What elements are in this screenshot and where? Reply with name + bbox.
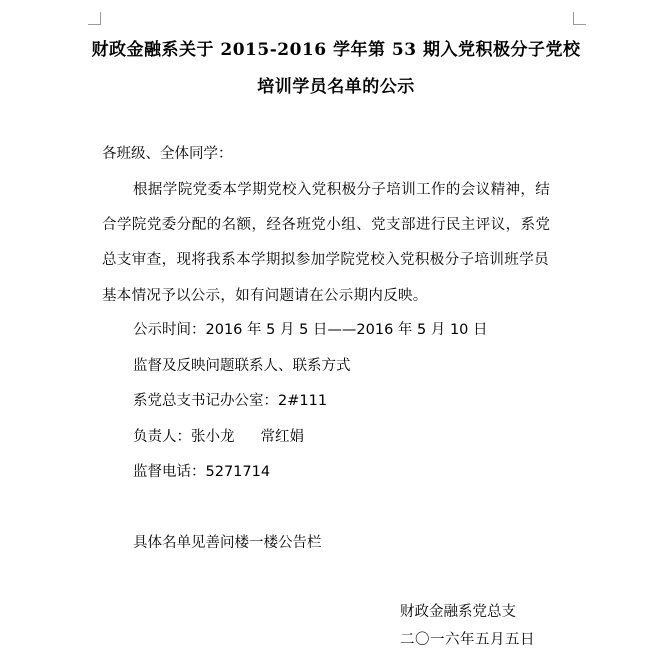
list-location-notice: 具体名单见善问楼一楼公告栏	[133, 535, 322, 551]
publicity-time: 公示时间：2016 年 5 月 5 日——2016 年 5 月 10 日	[133, 322, 488, 338]
office-location: 系党总支书记办公室：2#111	[133, 393, 328, 409]
body-line-2: 合学院党委分配的名额，经各班党小组、党支部进行民主评议，系党	[102, 217, 551, 233]
responsible-person-1: 负责人：张小龙	[133, 429, 235, 445]
signature-organization: 财政金融系党总支	[400, 604, 516, 620]
body-line-3: 总支审查，现将我系本学期拟参加学院党校入党积极分子培训班学员	[102, 252, 549, 268]
contact-heading: 监督及反映问题联系人、联系方式	[133, 358, 351, 374]
responsible-persons	[133, 427, 304, 447]
supervision-phone: 监督电话：5271714	[133, 464, 271, 480]
document-title-line-2: 培训学员名单的公示	[257, 77, 415, 97]
body-line-1: 根据学院党委本学期党校入党积极分子培训工作的会议精神，结	[133, 182, 551, 198]
margin-corner-mark-right	[573, 12, 586, 25]
body-line-4: 基本情况予以公示，如有问题请在公示期内反映。	[102, 288, 428, 304]
salutation: 各班级、全体同学：	[102, 146, 233, 162]
margin-corner-mark-left	[88, 12, 101, 25]
responsible-person-2: 常红娟	[260, 429, 304, 445]
signature-date: 二〇一六年五月五日	[400, 632, 535, 648]
document-title-line-1: 财政金融系关于 2015-2016 学年第 53 期入党积极分子党校	[91, 40, 581, 60]
